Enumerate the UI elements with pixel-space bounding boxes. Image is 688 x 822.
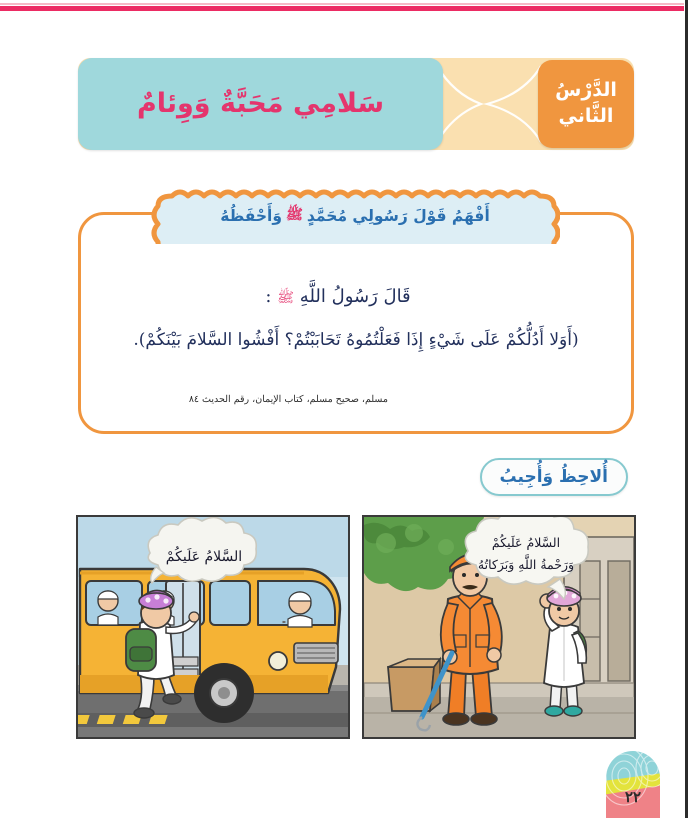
speech-bubble-right-line1: السَّلامُ عَلَيكُمْ [491, 535, 561, 550]
banner-knot-connector [435, 60, 543, 148]
sallallahu-symbol-icon: ﷺ [286, 207, 303, 223]
hadith-intro-line [78, 286, 598, 309]
lesson-number-text [555, 78, 617, 129]
hadith-badge-text-after: وَأَحْفَظُهُ [220, 207, 282, 225]
illustration-street-cleaner [362, 515, 636, 739]
page-number-badge [596, 748, 670, 818]
sallallahu-symbol-icon: ﷺ [277, 290, 295, 306]
lesson-number-line1: الدَّرْسُ [555, 79, 617, 102]
hadith-body-text: (أَوَلا أَدُلُّكُمْ عَلَى شَيْءٍ إِذَا فَعَلْتُمُوهُ تَحَابَبْتُمْ؟ أَفْشُوا السَّلامَ بَيْنَكُمْ). [133, 330, 579, 350]
hadith-badge-label [150, 188, 560, 244]
top-decorative-rule-thin [0, 3, 684, 5]
page-number-text: ٢٢ [624, 788, 642, 806]
observe-and-answer-pill [480, 458, 628, 496]
hadith-intro-text: قَالَ رَسُولُ اللَّهِ [299, 286, 411, 307]
hadith-intro-colon: : [265, 286, 272, 307]
hadith-badge [150, 188, 560, 244]
top-decorative-rule-thick [0, 6, 684, 11]
speech-bubble-left-text: السَّلامُ عَلَيكُمْ [165, 549, 243, 565]
hadith-badge-text-before: أَفْهَمُ قَوْلَ رَسُولِي مُحَمَّدٍ [306, 207, 490, 225]
lesson-title-panel [78, 58, 443, 150]
lesson-number-line2: الثَّاني [558, 105, 614, 127]
observe-and-answer-label: أُلاحِظُ وَأُجِيبُ [499, 467, 608, 487]
speech-bubble-right-line2: وَرَحْمةُ اللَّهِ وَبَرَكاتُهُ [477, 557, 575, 572]
lesson-banner [78, 58, 634, 150]
page-number-badge-shape [596, 748, 670, 818]
speech-bubble-left [148, 517, 256, 583]
hadith-source-citation: مسلم، صحيح مسلم، كتاب الإيمان، رقم الحديث ٨٤ [188, 394, 388, 405]
lesson-number-badge [538, 60, 634, 148]
illustration-school-bus [76, 515, 350, 739]
lesson-title-text: سَلامِي مَحَبَّةٌ وَوِئامٌ [136, 88, 385, 120]
